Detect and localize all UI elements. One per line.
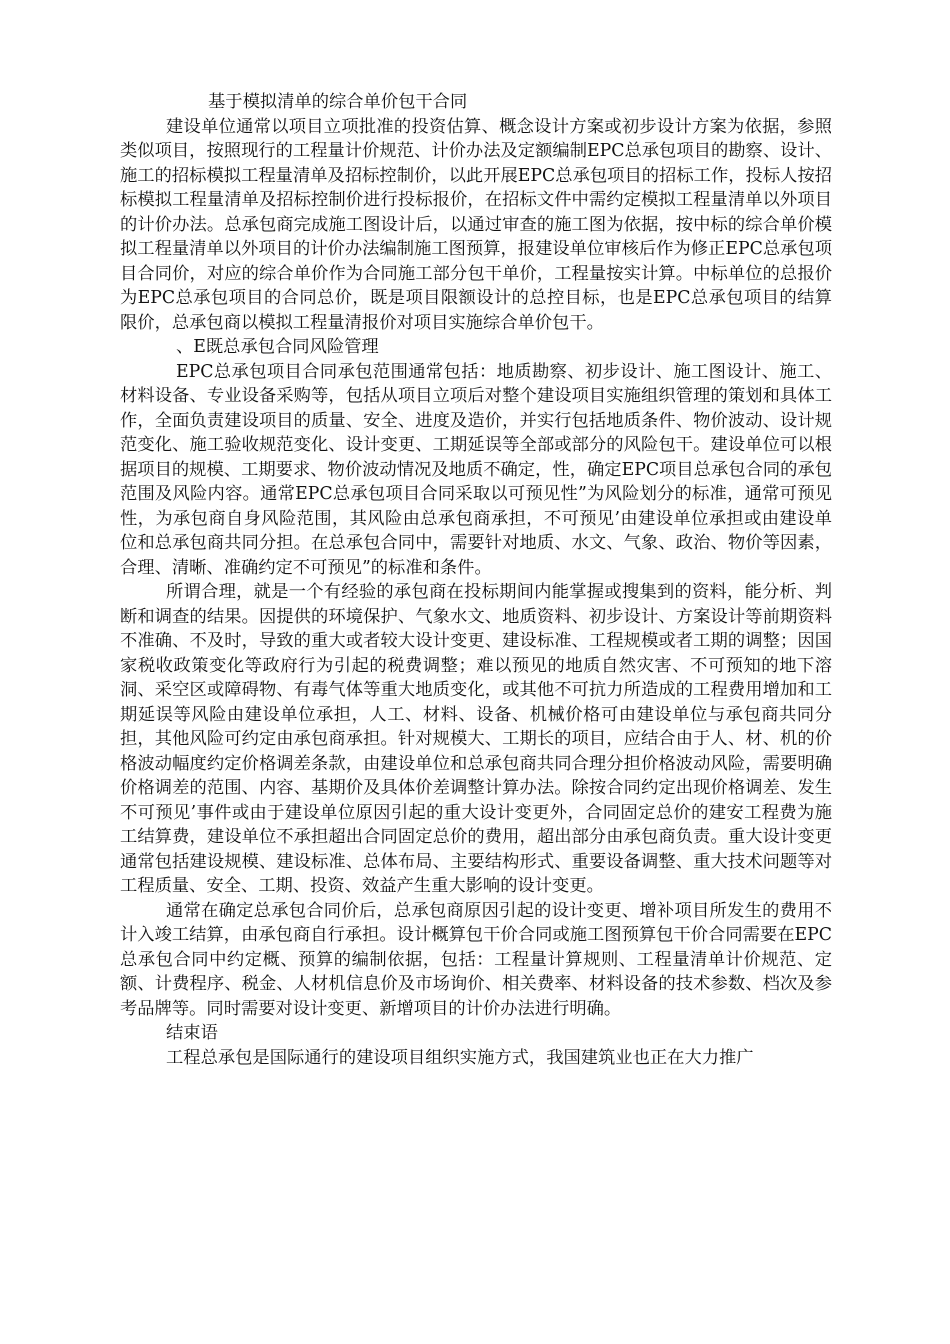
paragraph-conclusion: 工程总承包是国际通行的建设项目组织实施方式，我国建筑业也正在大力推广 <box>166 1047 754 1068</box>
paragraph-reasonable-definition: 所谓合理，就是一个有经验的承包商在投标期间内能掌握或搜集到的资料，能分析、判断和调查的结果。因提供的环境保护、气象水文、地质资料、初步设计、方案设计等前期资料不准确、不及时，导致的重大或者较大设计变更、建设标准、工程规模或者工期的调整；因国家税收政策变化等政府行为引起的税费调整；难以预见的地质自然灾害、不可预知的地下溶洞、采空区或障碍物、有毒气体等重大地质变化，或其他不可抗力所造成的工程费用增加和工期延误等风险由建设单位承担，人工、材料、设备、机械价格可由建设单位与承包商共同分担，其他风险可约定由承包商承担。针对规模大、工期长的项目，应结合由于人、材、机的价格波动幅度约定价格调差条款，由建设单位和总承包商共同合理分担价格波动风险，需要明确价格调差的范围、内容、基期价及具体价差调整计算办法。除按合同约定出现价格调差、发生不可预见’事件或由于建设单位原因引起的重大设计变更外，合同固定总价的建安工程费为施工结算费，建设单位不承担超出合同固定总价的费用，超出部分由承包商负责。重大设计变更通常包括建设规模、建设标准、总体布局、主要结构形式、重要设备调整、重大技术问题等对工程质量、安全、工期、投资、效益产生重大影响的设计变更。 <box>120 582 832 896</box>
paragraph-design-change-cost: 通常在确定总承包合同价后，总承包商原因引起的设计变更、增补项目所发生的费用不计入竣工结算，由承包商自行承担。设计概算包干价合同或施工图预算包干价合同需要在EPC总承包合同中约定概、预算的编制依据，包括：工程量计算规则、工程量清单计价规范、定额、计费程序、税金、人材机信息价及市场询价、相关费率、材料设备的技术参数、档次及参考品牌等。同时需要对设计变更、新增项目的计价办法进行明确。 <box>120 900 832 1019</box>
section-heading-contract-type: 基于模拟清单的综合单价包干合同 <box>208 92 468 112</box>
section-heading-risk-management: 、E既总承包合同风险管理 <box>176 337 379 357</box>
document-body <box>120 90 832 1070</box>
paragraph-contract-scope: EPC总承包项目合同承包范围通常包括：地质勘察、初步设计、施工图设计、施工、材料设备、专业设备采购等，包括从项目立项后对整个建设项目实施组织管理的策划和具体工作，全面负责建设项目的质量、安全、进度及造价，并实行包括地质条件、物价波动、设计规范变化、施工验收规范变化、设计变更、工期延误等全部或部分的风险包干。建设单位可以根据项目的规模、工期要求、物价波动情况及地质不确定，性，确定EPC项目总承包合同的承包范围及风险内容。通常EPC总承包项目合同采取以可预见性”为风险划分的标准，通常可预见性，为承包商自身风险范围，其风险由总承包商承担，不可预见’由建设单位承担或由建设单位和总承包商共同分担。在总承包合同中，需要针对地质、水文、气象、政治、物价等因素，合理、清晰、准确约定不可预见”的标准和条件。 <box>120 361 832 578</box>
section-heading-conclusion: 结束语 <box>166 1023 218 1043</box>
paragraph-simulated-bill: 建设单位通常以项目立项批准的投资估算、概念设计方案或初步设计方案为依据，参照类似项目，按照现行的工程量计价规范、计价办法及定额编制EPC总承包项目的勘察、设计、施工的招标模拟工程量清单及招标控制价，以此开展EPC总承包项目的招标工作，投标人按招标模拟工程量清单及招标控制价进行投标报价，在招标文件中需约定模拟工程量清单以外项目的计价办法。总承包商完成施工图设计后，以通过审查的施工图为依据，按中标的综合单价模拟工程量清单以外项目的计价办法编制施工图预算，报建设单位审核后作为修正EPC总承包项目合同价，对应的综合单价作为合同施工部分包干单价，工程量按实计算。中标单位的总报价为EPC总承包项目的合同总价，既是项目限额设计的总控目标，也是EPC总承包项目的结算限价，总承包商以模拟工程量清报价对项目实施综合单价包干。 <box>120 116 832 333</box>
